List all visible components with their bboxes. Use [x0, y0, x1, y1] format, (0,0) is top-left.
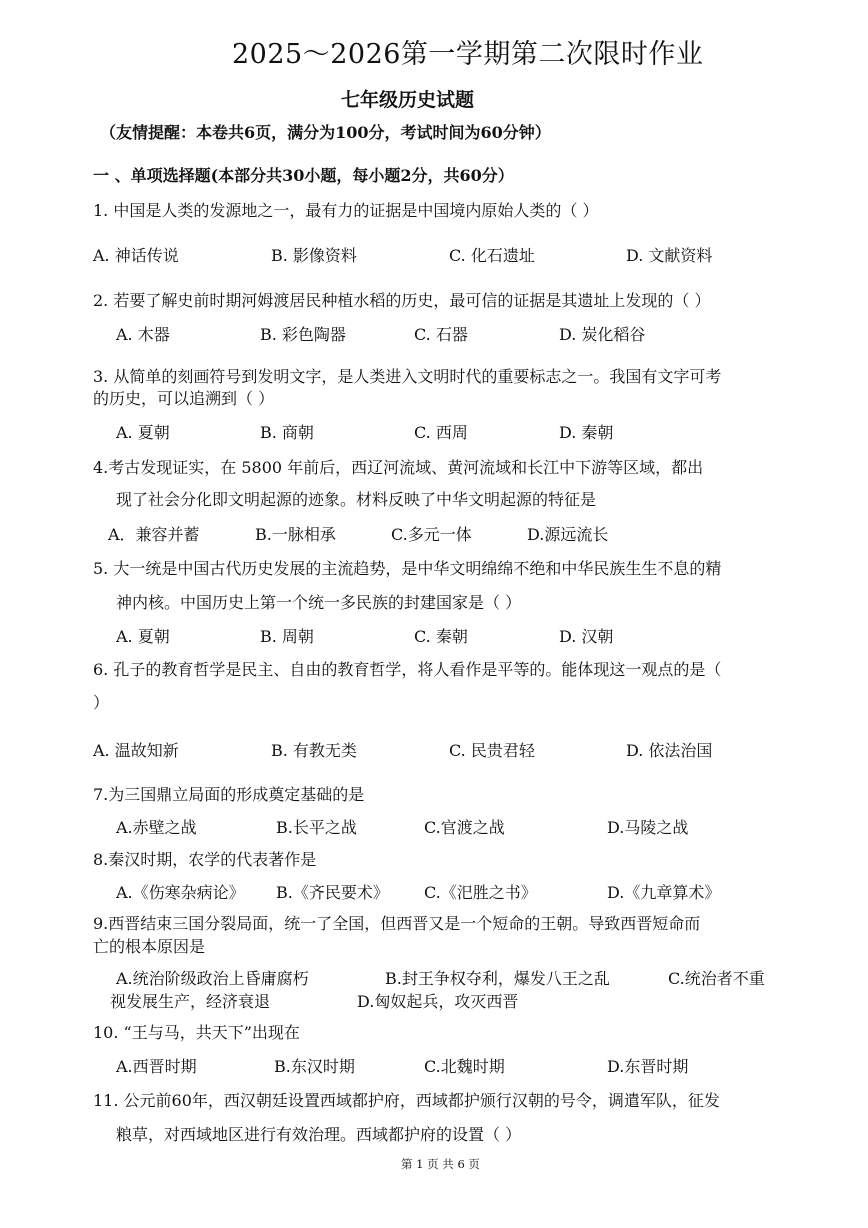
- question-9-option-d: D.匈奴起兵，攻灭西晋: [357, 992, 519, 1011]
- question-8-option-a: A.《伤寒杂病论》: [116, 883, 245, 902]
- question-9-stem-line-1: 9.西晋结束三国分裂局面，统一了全国，但西晋又是一个短命的王朝。导致西晋短命而: [93, 914, 701, 933]
- question-9-stem-line-2: 亡的根本原因是: [93, 937, 206, 956]
- question-7-option-b: B.长平之战: [276, 818, 357, 837]
- question-9-option-b: B.封王争权夺利，爆发八王之乱: [385, 969, 610, 988]
- question-5-option-c: C. 秦朝: [414, 627, 468, 646]
- page-footer: 第 1 页 共 6 页: [401, 1157, 480, 1171]
- question-1-option-c: C. 化石遗址: [449, 246, 535, 265]
- question-4-option-b: B.一脉相承: [255, 525, 336, 544]
- question-10-stem: 10. “王与马，共天下”出现在: [93, 1023, 300, 1042]
- question-6-stem-line-2: ）: [93, 693, 110, 712]
- question-4-stem-line-1: 4.考古发现证实，在 5800 年前后，西辽河流域、黄河流域和长江中下游等区域，都出: [93, 458, 704, 477]
- exam-subtitle: 七年级历史试题: [341, 89, 475, 111]
- question-7-option-d: D.马陵之战: [607, 818, 689, 837]
- question-5-option-a: A. 夏朝: [116, 627, 170, 646]
- question-2-option-c: C. 石器: [414, 325, 468, 344]
- question-4-option-a: A．兼容并蓄: [108, 525, 200, 544]
- question-9-option-c-continued: 视发展生产，经济衰退: [110, 992, 271, 1011]
- question-4-option-d: D.源远流长: [527, 525, 609, 544]
- question-6-option-c: C. 民贵君轻: [449, 741, 535, 760]
- question-4-stem-line-2: 现了社会分化即文明起源的迹象。材料反映了中华文明起源的特征是: [116, 490, 597, 509]
- question-2-option-a: A. 木器: [116, 325, 170, 344]
- question-5-option-d: D. 汉朝: [559, 627, 614, 646]
- section-heading: 一 、单项选择题(本部分共30小题，每小题2分，共60分）: [93, 166, 514, 185]
- question-7-option-a: A.赤壁之战: [116, 818, 197, 837]
- question-2-option-d: D. 炭化稻谷: [559, 325, 646, 344]
- question-9-option-a: A.统治阶级政治上昏庸腐朽: [116, 969, 309, 988]
- question-10-option-a: A.西晋时期: [116, 1057, 197, 1076]
- question-9-option-c: C.统治者不重: [668, 969, 765, 988]
- question-8-option-c: C.《汜胜之书》: [424, 883, 537, 902]
- question-3-option-a: A. 夏朝: [116, 423, 170, 442]
- question-6-option-d: D. 依法治国: [626, 741, 713, 760]
- question-1-stem: 1. 中国是人类的发源地之一，最有力的证据是中国境内原始人类的（ ）: [93, 201, 599, 220]
- question-8-option-d: D.《九章算术》: [607, 883, 721, 902]
- question-1-option-a: A. 神话传说: [93, 246, 179, 265]
- question-7-option-c: C.官渡之战: [424, 818, 505, 837]
- question-5-stem-line-1: 5. 大一统是中国古代历史发展的主流趋势，是中华文明绵绵不绝和中华民族生生不息的精: [93, 559, 722, 578]
- question-3-stem-line-2: 的历史，可以追溯到（ ）: [93, 389, 275, 408]
- question-5-stem-line-2: 神内核。中国历史上第一个统一多民族的封建国家是（ ）: [116, 593, 522, 612]
- question-5-option-b: B. 周朝: [260, 627, 314, 646]
- exam-notice: （友情提醒：本卷共6页，满分为100分，考试时间为60分钟）: [100, 123, 551, 142]
- question-2-option-b: B. 彩色陶器: [260, 325, 346, 344]
- question-11-stem-line-2: 粮草，对西域地区进行有效治理。西域都护府的设置（ ）: [116, 1125, 522, 1144]
- question-3-option-d: D. 秦朝: [559, 423, 614, 442]
- question-1-option-d: D. 文献资料: [626, 246, 713, 265]
- question-8-stem: 8.秦汉时期，农学的代表著作是: [93, 850, 317, 869]
- question-2-stem: 2. 若要了解史前时期河姆渡居民种植水稻的历史，最可信的证据是其遗址上发现的（ ）: [93, 291, 711, 310]
- question-10-option-d: D.东晋时期: [607, 1057, 689, 1076]
- question-4-option-c: C.多元一体: [391, 525, 472, 544]
- question-6-option-b: B. 有教无类: [271, 741, 357, 760]
- question-3-option-b: B. 商朝: [260, 423, 314, 442]
- question-1-option-b: B. 影像资料: [271, 246, 357, 265]
- exam-title: 2025～2026第一学期第二次限时作业: [232, 39, 704, 70]
- question-11-stem-line-1: 11. 公元前60年，西汉朝廷设置西域都护府，西域都护颁行汉朝的号令，调遣军队，征发: [93, 1091, 720, 1110]
- question-3-stem-line-1: 3. 从简单的刻画符号到发明文字，是人类进入文明时代的重要标志之一。我国有文字可考: [93, 367, 722, 386]
- question-3-option-c: C. 西周: [414, 423, 468, 442]
- question-7-stem: 7.为三国鼎立局面的形成奠定基础的是: [93, 785, 365, 804]
- question-8-option-b: B.《齐民要术》: [276, 883, 389, 902]
- question-6-option-a: A. 温故知新: [93, 741, 179, 760]
- question-6-stem-line-1: 6. 孔子的教育哲学是民主、自由的教育哲学，将人看作是平等的。能体现这一观点的是（: [93, 660, 722, 679]
- question-10-option-b: B.东汉时期: [274, 1057, 355, 1076]
- question-10-option-c: C.北魏时期: [424, 1057, 505, 1076]
